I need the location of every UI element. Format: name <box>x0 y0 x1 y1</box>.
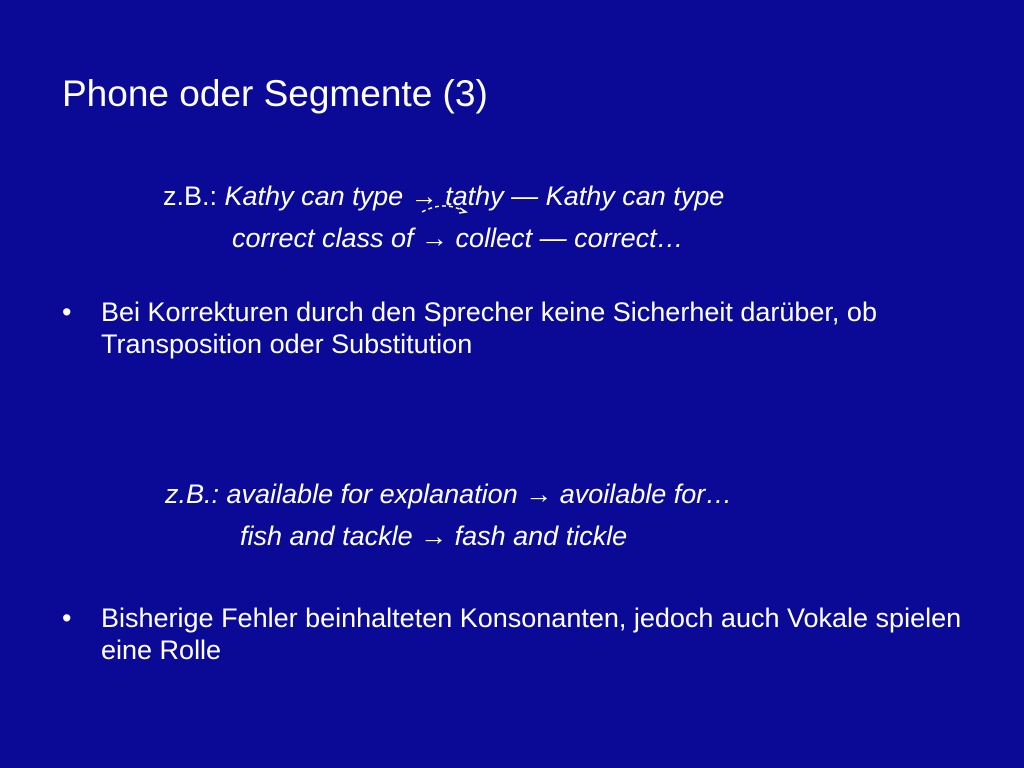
transposition-mark-icon <box>420 198 468 216</box>
example-1-line-2: correct class of → collect — correct… <box>232 223 684 253</box>
example-1-prefix: z.B.: <box>163 181 218 211</box>
example-2-line-2: fish and tackle → fash and tickle <box>240 521 628 551</box>
bullet-marker: • <box>62 603 72 633</box>
bullet-item-2 <box>62 603 972 666</box>
bullet-text-2: Bisherige Fehler beinhalteten Konsonanten, jedoch auch Vokale spielen eine Rolle <box>101 603 962 665</box>
bullet-marker: • <box>62 297 72 327</box>
example-2-line-1: z.B.: available for explanation → avoilable for… <box>165 479 733 509</box>
bullet-item-1 <box>62 297 972 360</box>
example-1-sentence-1: Kathy can type → tathy — Kathy can type <box>224 181 725 211</box>
bullet-text-1: Bei Korrekturen durch den Sprecher keine Sicherheit darüber, ob Transposition oder Substitution <box>101 297 877 359</box>
slide-title: Phone oder Segmente (3) <box>62 73 488 114</box>
